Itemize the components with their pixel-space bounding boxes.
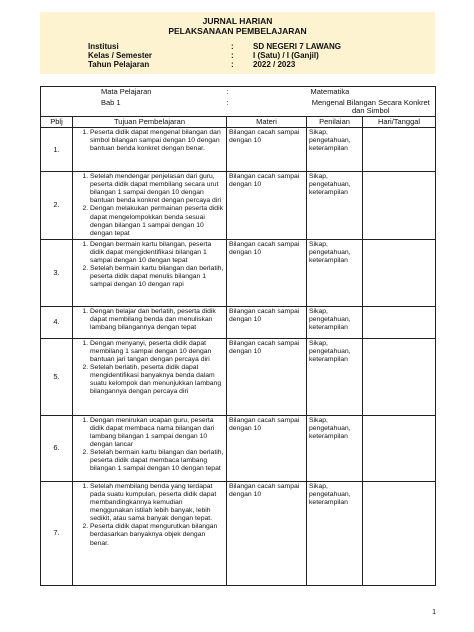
row-number: 4. xyxy=(41,306,73,338)
hari-cell xyxy=(363,128,436,172)
penilaian-cell: Sikap, pengetahuan, keterampilan xyxy=(307,338,363,415)
journal-subtitle: PELAKSANAAN PEMBELAJARAN xyxy=(168,26,307,36)
col-header-penilaian: Penilaian xyxy=(307,117,363,128)
goal-list xyxy=(75,173,224,238)
goal-item: 2. Setelah berlatih, peserta didik dapat mengidentifikasi banyaknya benda dalam suatu kelompok dan menunjukkan lambang bilangannya dengan percaya diri xyxy=(90,364,224,396)
col-header-pblj: Pblj xyxy=(41,117,73,128)
subject-value: Matematika xyxy=(307,87,436,99)
goal-list xyxy=(75,129,224,153)
goal-list xyxy=(75,483,224,548)
materi-cell: Bilangan cacah sampai dengan 10 xyxy=(227,481,307,585)
col-header-hari: Hari/Tanggal xyxy=(363,117,436,128)
hari-cell xyxy=(363,172,436,240)
materi-cell: Bilangan cacah sampai dengan 10 xyxy=(227,306,307,338)
goal-list xyxy=(75,417,224,474)
row-number: 1. xyxy=(41,128,73,172)
table-row xyxy=(41,306,436,338)
journal-table xyxy=(40,86,436,586)
goal-item: 1. Dengan menyanyi, peserta didik dapat membilang 1 sampai dengan 10 dengan bantuan jari tangan dengan percaya diri xyxy=(90,340,224,364)
page-number: 1 xyxy=(432,609,436,616)
header-value: SD NEGERI 7 LAWANG xyxy=(253,42,342,51)
table-row xyxy=(41,128,436,172)
journal-title: JURNAL HARIAN xyxy=(202,16,273,26)
materi-cell: Bilangan cacah sampai dengan 10 xyxy=(227,128,307,172)
goal-item: 1. Setelah membilang benda yang terdapat pada suatu kumpulan, peserta didik dapat membandingkannya kemudian menggunakan istilah lebih banyak, lebih sedikit, atau sama banyak dengan tepat. xyxy=(90,483,224,523)
materi-cell: Bilangan cacah sampai dengan 10 xyxy=(227,239,307,306)
goal-item: 1. Setelah mendengar penjelasan dari guru, peserta didik dapat membilang secara urut bilangan 1 sampai dengan 10 dengan bantuan benda konkret dengan percaya diri xyxy=(90,173,224,205)
goals-cell xyxy=(73,415,227,481)
subject-row xyxy=(41,87,436,99)
goal-item: 2. Setelah bermain kartu bilangan dan berlatih, peserta didik dapat menulis bilangan 1 sampai dengan 10 dengan rapi xyxy=(90,265,224,289)
bab-sep: : xyxy=(227,98,307,117)
goal-item: 2. Dengan melakukan permainan peserta didik dapat mengelompokkan benda sesuai dengan bilangan 1 sampai dengan 10 dengan tepat xyxy=(90,205,224,237)
goals-cell xyxy=(73,172,227,240)
row-number: 6. xyxy=(41,415,73,481)
table-header-row xyxy=(41,117,436,128)
goal-item: 2. Peserta didik dapat mengurutkan bilangan berdasarkan banyaknya objek dengan benar. xyxy=(90,523,224,547)
goals-cell xyxy=(73,338,227,415)
goal-item: 1. Dengan belajar dan berlatih, peserta didik dapat membilang benda dan menuliskan lambang bilangannya dengan tepat xyxy=(90,308,224,332)
subject-sep: : xyxy=(227,87,307,99)
header-sep: : xyxy=(231,51,234,60)
hari-cell xyxy=(363,239,436,306)
penilaian-cell: Sikap, pengetahuan, keterampilan xyxy=(307,128,363,172)
penilaian-cell: Sikap, pengetahuan, keterampilan xyxy=(307,172,363,240)
penilaian-cell: Sikap, pengetahuan, keterampilan xyxy=(307,415,363,481)
goal-list xyxy=(75,340,224,397)
materi-cell: Bilangan cacah sampai dengan 10 xyxy=(227,172,307,240)
journal-rows xyxy=(41,128,436,586)
table-row xyxy=(41,338,436,415)
table-row xyxy=(41,239,436,306)
header-label: Kelas / Semester xyxy=(88,51,153,60)
goals-cell xyxy=(73,128,227,172)
materi-cell: Bilangan cacah sampai dengan 10 xyxy=(227,338,307,415)
goals-cell xyxy=(73,306,227,338)
header-value: 2022 / 2023 xyxy=(253,60,296,69)
goal-list xyxy=(75,241,224,290)
bab-row xyxy=(41,98,436,117)
row-number: 3. xyxy=(41,239,73,306)
bab-value: Mengenal Bilangan Secara Konkret dan Simbol xyxy=(307,98,436,117)
col-header-materi: Materi xyxy=(227,117,307,128)
col-header-tujuan: Tujuan Pembelajaran xyxy=(73,117,227,128)
penilaian-cell: Sikap, pengetahuan, keterampilan xyxy=(307,239,363,306)
materi-cell: Bilangan cacah sampai dengan 10 xyxy=(227,415,307,481)
row-number: 7. xyxy=(41,481,73,585)
row-number: 2. xyxy=(41,172,73,240)
subject-label: Mata Pelajaran xyxy=(41,87,227,99)
table-row xyxy=(41,481,436,585)
header-label: Institusi xyxy=(88,42,119,51)
header-sep: : xyxy=(231,60,234,69)
bab-label: Bab 1 xyxy=(41,98,227,117)
table-row xyxy=(41,415,436,481)
goal-list xyxy=(75,308,224,332)
goal-item: 1. Dengan bermain kartu bilangan, peserta didik dapat mengidentifikasi bilangan 1 sampai dengan 10 dengan tepat xyxy=(90,241,224,265)
hari-cell xyxy=(363,338,436,415)
header-label: Tahun Pelajaran xyxy=(88,60,150,69)
table-row xyxy=(41,172,436,240)
goals-cell xyxy=(73,239,227,306)
goal-item: 1. Peserta didik dapat mengenal bilangan dan simbol bilangan sampai dengan 10 dengan bantuan benda konkret dengan benar. xyxy=(90,129,224,153)
hari-cell xyxy=(363,306,436,338)
penilaian-cell: Sikap, pengetahuan, keterampilan xyxy=(307,306,363,338)
row-number: 5. xyxy=(41,338,73,415)
hari-cell xyxy=(363,481,436,585)
goal-item: 1. Dengan menirukan ucapan guru, peserta didik dapat membaca nama bilangan dari lambang bilangan 1 sampai dengan 10 dengan lancar xyxy=(90,417,224,449)
document-header xyxy=(40,12,435,74)
penilaian-cell: Sikap, pengetahuan, keterampilan xyxy=(307,481,363,585)
hari-cell xyxy=(363,415,436,481)
goals-cell xyxy=(73,481,227,585)
header-sep: : xyxy=(231,42,234,51)
header-value: I (Satu) / I (Ganjil) xyxy=(253,51,319,60)
goal-item: 2. Setelah bermain kartu bilangan dan berlatih, peserta didik dapat membaca lambang bilangan 1 sampai dengan 10 dengan tepat xyxy=(90,449,224,473)
